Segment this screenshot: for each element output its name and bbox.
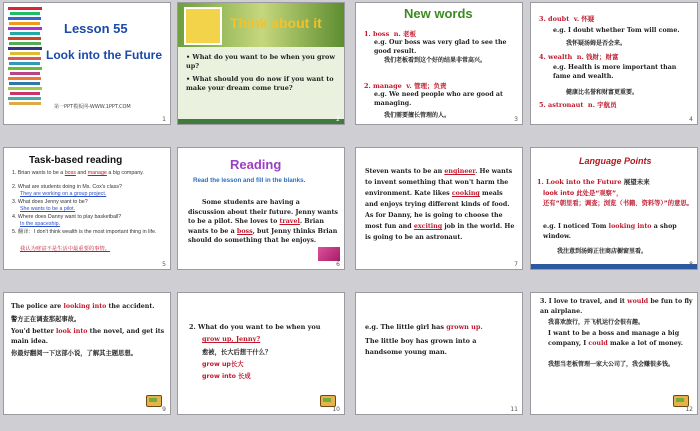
slide-number: 7 (514, 261, 518, 268)
sentence-2: You'd better look into the novel, and get its main idea. (11, 328, 165, 345)
slide-number: 5 (162, 261, 166, 268)
page-curl-icon (318, 247, 340, 261)
task-answer-2: They are working on a group project. (20, 191, 107, 197)
instruction-text: Read the lesson and fill in the blanks. (193, 177, 306, 184)
slide-number: 12 (685, 406, 693, 413)
slide-thumbnail-4[interactable] (530, 2, 698, 125)
slide-number: 11 (510, 406, 518, 413)
slide-thumbnail-6[interactable] (177, 147, 345, 270)
task-item-4: 4. Where does Danny want to play basketball? (12, 214, 122, 220)
word-wealth: 4. wealth n. 钱财；财富 (539, 53, 619, 61)
translation-3: 我怀疑汤姆是否会来。 (566, 40, 627, 47)
sentence-1-translation: 警方正在调查那起事故。 (11, 316, 81, 323)
slide-thumbnail-7[interactable] (355, 147, 523, 270)
footer-bar (531, 264, 697, 269)
task-answer-4: In the spaceship. (20, 221, 61, 227)
slide-number: 2 (336, 116, 340, 123)
tv-icon (146, 395, 162, 407)
slide-number: 10 (332, 406, 340, 413)
slide-heading: Language Points (579, 156, 652, 166)
slide-thumbnail-10[interactable] (177, 292, 345, 415)
footer-bar (178, 119, 344, 124)
slide-thumbnail-5[interactable] (3, 147, 171, 270)
sentence-2-translation: 你最好翻阅一下这部小说，了解其主题思想。 (11, 350, 137, 357)
word-manage: 2. manage v. 管理；负责 (364, 82, 447, 90)
slide-number: 3 (514, 116, 518, 123)
slide-heading: Reading (230, 157, 282, 172)
sentence-1: The police are looking into the accident. (11, 303, 155, 310)
sentence-3: 3. I love to travel, and it would be fun to fly an airplane. (540, 298, 693, 315)
site-text: 第一PPT模板网-WWW.1PPT.COM (54, 104, 131, 110)
word-astronaut: 5. astronaut n. 宇航员 (539, 101, 617, 109)
slide-thumbnail-9[interactable] (3, 292, 171, 415)
question-translation: 愈被，长大后想干什么？ (202, 349, 272, 356)
slide-thumbnail-1[interactable] (3, 2, 171, 125)
slide-number: 6 (336, 261, 340, 268)
word-doubt: 3. doubt v. 怀疑 (539, 15, 595, 23)
books-image (8, 5, 42, 113)
task-answer-5: 我认为财富不是生活中最重要的事情。 (20, 246, 111, 252)
question-text: 2. What do you want to be when you (189, 323, 321, 331)
slide-number: 9 (162, 406, 166, 413)
slide-number: 1 (162, 116, 166, 123)
task-item-2: 2. What are students doing in Ms. Cox's class? (12, 184, 122, 190)
slide-number: 8 (689, 261, 693, 268)
question-2: • What should you do now if you want to make your dream come true? (186, 75, 334, 92)
point-1: 1. Look into the Future 展望未来 (537, 178, 650, 186)
translation-4: 健康比名誉和财富更重要。 (566, 89, 639, 96)
slide-heading: Task-based reading (29, 155, 123, 166)
sentence-4: I want to be a boss and manage a big company, I could make a lot of money. (548, 330, 683, 347)
question-1: • What do you want to be when you grow up? (186, 53, 335, 70)
slide-thumbnail-8[interactable] (530, 147, 698, 270)
example-1: e.g. Our boss was very glad to see the good result. (374, 39, 507, 55)
lesson-subtitle: Look into the Future (46, 48, 162, 62)
example-3: e.g. I doubt whether Tom will come. (553, 27, 680, 34)
lesson-title: Lesson 55 (64, 21, 128, 36)
point-3: 还有“朝里看；调查；浏览（书籍、资料等）”的意思。 (543, 200, 693, 207)
slide-heading: Think about it (230, 15, 322, 31)
task-answer-3: She wants to be a pilot. (20, 206, 76, 212)
photo-image (184, 7, 222, 45)
slide-number: 4 (689, 116, 693, 123)
slide-thumbnail-2[interactable] (177, 2, 345, 125)
point-translation: 我注意到汤姆正往商店橱窗里看。 (557, 248, 648, 255)
translation-2: 我们需要擅长管理的人。 (384, 112, 451, 119)
slide-heading: New words (404, 6, 473, 21)
example-sentence-2: The little boy has grown into a handsome young man. (365, 337, 477, 356)
task-item-3: 3. What does Jenny want to be? (12, 199, 88, 205)
phrase-grow-into: grow into 长成 (202, 373, 251, 380)
sentence-3-translation: 我喜欢旅行，开飞机运行会很有趣。 (548, 319, 645, 326)
slide-thumbnail-11[interactable] (355, 292, 523, 415)
translation-1: 我们老板看到这个好的结果非常高兴。 (384, 57, 487, 64)
sentence-4-translation: 我想当老板管理一家大公司了，我会赚很多钱。 (548, 361, 675, 368)
passage-text: Steven wants to be an engineer. He wants to invent something that won't harm the environment. Kate likes cooking meals and enjoys trying different kinds of food. As for Danny, he is going to choose the most fun and exciting job in the world. He is going to be an astronaut. (365, 168, 515, 241)
slide-thumbnail-12[interactable] (530, 292, 698, 415)
point-example: e.g. I noticed Tom looking into a shop window. (543, 223, 677, 240)
point-2: look into 此处是“观察”， (543, 190, 623, 197)
passage-text: Some students are having a discussion about their future. Jenny wants to be a pilot. She loves to travel. Brian wants to be a boss, but Jenny thinks Brian should do something that he enjoys. (188, 199, 338, 244)
word-boss: 1. boss n. 老板 (364, 30, 417, 38)
example-sentence-1: e.g. The little girl has grown up. (365, 323, 483, 331)
task-item-5: 5. 翻译：I don't think wealth is the most important thing in life. (12, 229, 157, 235)
slide-thumbnail-3[interactable] (355, 2, 523, 125)
phrase-grow-up: grow up长大 (202, 361, 244, 368)
example-2: e.g. We need people who are good at managing. (374, 91, 503, 107)
task-item-1: 1. Brian wants to be a boss and manage a big company. (12, 170, 144, 176)
example-4: e.g. Health is more important than fame and wealth. (553, 64, 677, 80)
question-text-2: grow up, Jenny? (202, 335, 261, 343)
